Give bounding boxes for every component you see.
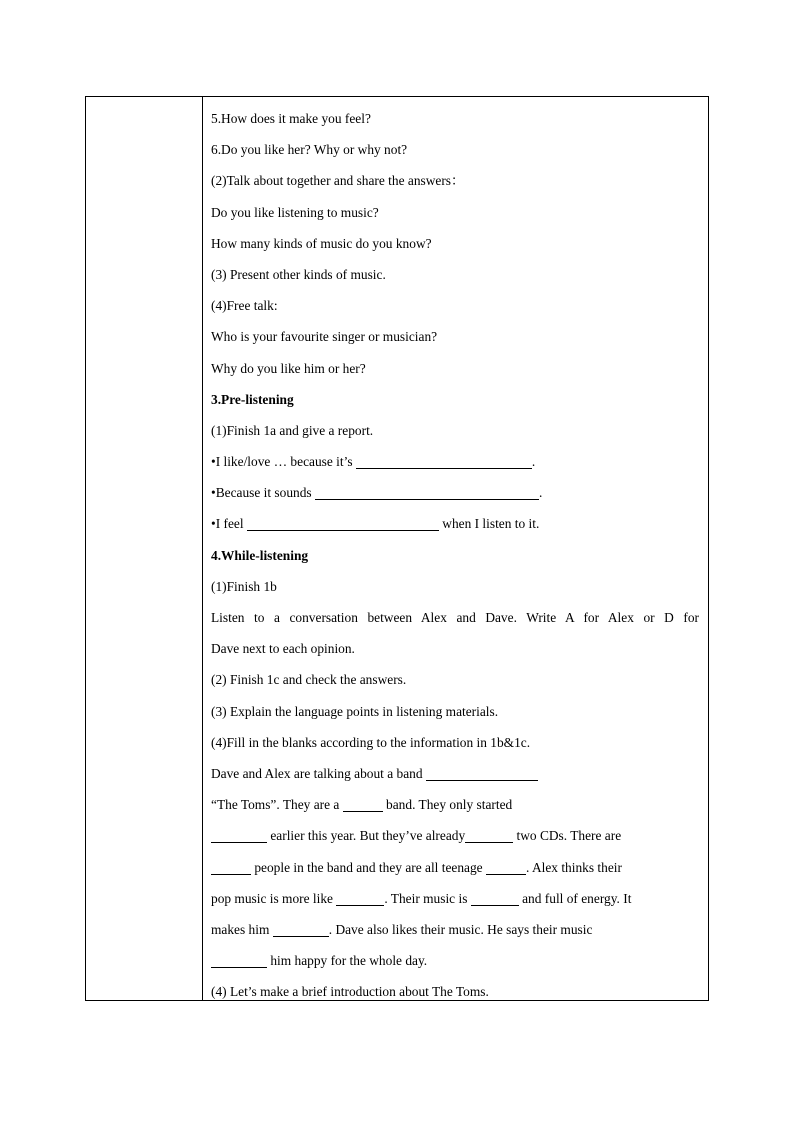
fill-line: “The Toms”. They are a band. They only started <box>211 797 513 813</box>
blank-line <box>356 454 532 469</box>
text-line: (3) Explain the language points in listening materials. <box>211 703 499 719</box>
blank-line <box>465 828 513 843</box>
lesson-table <box>85 96 709 1001</box>
blank-line <box>336 891 384 906</box>
text-line: (4)Free talk: <box>211 298 278 314</box>
text-line: Do you like listening to music? <box>211 204 379 220</box>
blank-line <box>211 953 267 968</box>
blank-line <box>211 828 267 843</box>
fill-line: earlier this year. But they’ve already two CDs. There are <box>211 820 699 851</box>
fill-line: Dave and Alex are talking about a band <box>211 758 699 789</box>
blank-line <box>426 766 538 781</box>
text-line: (4) Let’s make a brief introduction about The Toms. <box>211 984 489 1000</box>
fill-line: •I feel when I listen to it. <box>211 516 540 532</box>
text-line: (2)Talk about together and share the answers： <box>211 173 465 189</box>
blank-line <box>486 860 526 875</box>
text-line: 6.Do you like her? Why or why not? <box>211 142 408 158</box>
content-cell <box>211 103 699 1007</box>
fill-line: people in the band and they are all teenage . Alex thinks their <box>211 852 699 883</box>
text-line: (2) Finish 1c and check the answers. <box>211 672 407 688</box>
blank-line <box>273 922 329 937</box>
fill-line: him happy for the whole day. <box>211 945 699 976</box>
text-line: Why do you like him or her? <box>211 360 366 376</box>
text-line: (1)Finish 1b <box>211 578 277 594</box>
fill-line: •Because it sounds . <box>211 485 543 501</box>
blank-line <box>211 860 251 875</box>
fill-line: •I like/love … because it’s . <box>211 454 536 470</box>
text-line: 5.How does it make you feel? <box>211 111 371 126</box>
section-heading: 3.Pre-listening <box>211 391 294 407</box>
blank-line <box>471 891 519 906</box>
blank-line <box>247 516 439 531</box>
fill-line: makes him . Dave also likes their music. He says their music <box>211 921 593 937</box>
text-line: Dave next to each opinion. <box>211 641 355 657</box>
left-column-cell <box>86 97 203 1000</box>
blank-line <box>343 797 383 812</box>
text-line: How many kinds of music do you know? <box>211 235 432 251</box>
blank-line <box>315 485 539 500</box>
text-line: (1)Finish 1a and give a report. <box>211 422 374 438</box>
text-line: (3) Present other kinds of music. <box>211 266 386 282</box>
text-line: Listen to a conversation between Alex and Dave. Write A for Alex or D for <box>211 610 699 625</box>
section-heading: 4.While-listening <box>211 547 309 563</box>
text-line: Who is your favourite singer or musician? <box>211 329 438 345</box>
fill-line: pop music is more like . Their music is and full of energy. It <box>211 890 632 906</box>
text-line: (4)Fill in the blanks according to the information in 1b&1c. <box>211 734 531 750</box>
